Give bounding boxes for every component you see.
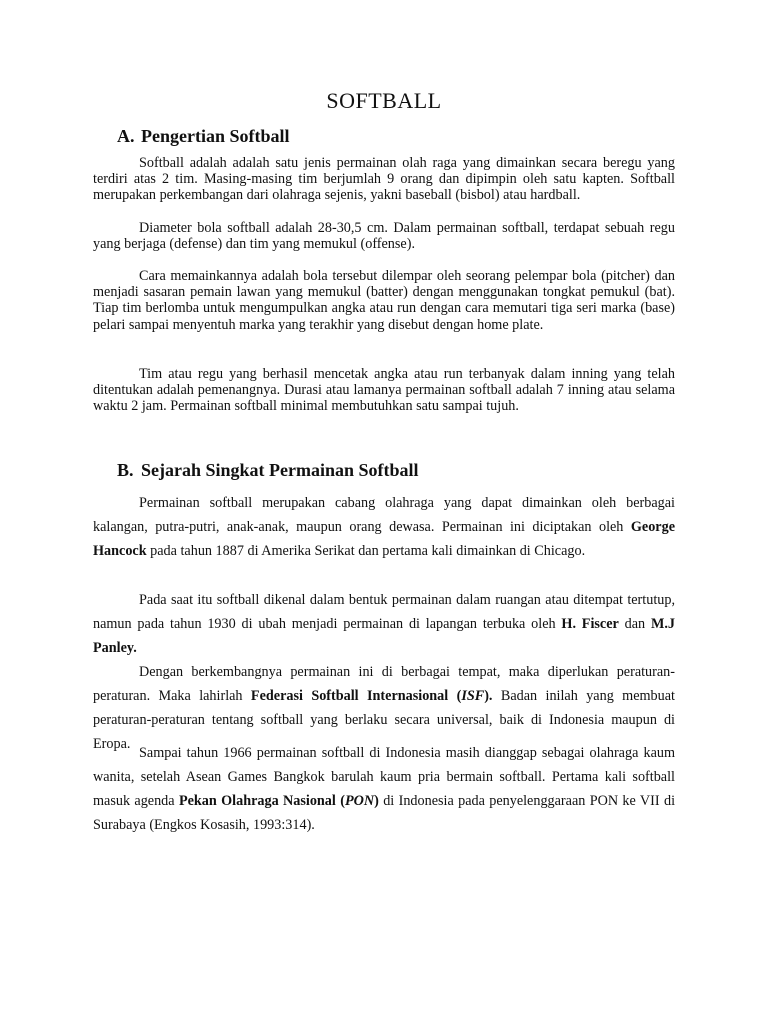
paragraph-text [93, 741, 675, 837]
document-title: SOFTBALL [326, 88, 442, 113]
organization-name-bold [251, 688, 493, 704]
section-a-heading-text: Pengertian Softball [141, 126, 290, 146]
acronym-italic: PON [344, 793, 375, 809]
paragraph-text: Cara memainkannya adalah bola tersebut dilempar oleh seorang pelempar bola (pitcher) dan menjadi sasaran pemain lawan yang memukul (batter) dengan menggunakan tongkat pemukul (bat). Tiap tim berlomba untuk mengumpulkan angka atau run dengan cara memutari tiga seri marka (base) pelari sampai menyentuh marka yang terakhir yang disebut dengan home plate. [93, 268, 675, 333]
text-run: dan [618, 616, 651, 632]
section-b-paragraph-1 [93, 491, 675, 563]
paragraph-text: Softball adalah adalah satu jenis permainan olah raga yang dimainkan secara beregu yang terdiri atas 2 tim. Masing-masing tim berjumlah 9 orang dan dipimpin oleh satu kapten. Softball merupakan perkembangan dari olahraga sejenis, yakni baseball (bisbol) atau hardball. [93, 155, 675, 204]
text-run: Pekan Olahraga Nasional ( [178, 793, 345, 809]
section-b-heading [117, 460, 419, 481]
person-name-bold: George Hancock [93, 519, 675, 559]
section-b-heading-text: Sejarah Singkat Permainan Softball [141, 460, 419, 480]
text-run: Badan inilah yang membuat peraturan-peraturan tentang softball yang berlaku secara universal, baik di Indonesia maupun di Eropa. [93, 688, 675, 752]
text-run: ) [374, 793, 379, 809]
paragraph-text [93, 588, 675, 660]
section-b-number: B. [117, 460, 134, 480]
section-a-heading [117, 126, 290, 147]
section-a-paragraph-3 [93, 268, 675, 333]
event-name-bold [179, 793, 379, 809]
section-b-paragraph-4 [93, 741, 675, 837]
text-run: ). [484, 688, 493, 704]
section-b-paragraph-2 [93, 588, 675, 660]
paragraph-text: Diameter bola softball adalah 28-30,5 cm. Dalam permainan softball, terdapat sebuah regu yang berjaga (defense) dan tim yang memukul (offense). [93, 220, 675, 253]
section-a-paragraph-4 [93, 366, 675, 415]
person-name-bold: H. Fiscer [561, 616, 619, 632]
text-run: Sampai tahun 1966 permainan softball di Indonesia masih dianggap sebagai olahraga kaum wanita, setelah Asean Games Bangkok barulah kaum pria bermain softball. Pertama kali softball masuk agenda [93, 745, 675, 809]
text-run: Permainan softball merupakan cabang olahraga yang dapat dimainkan oleh berbagai kalangan, putra-putri, anak-anak, maupun orang dewasa. Permainan ini diciptakan oleh [93, 495, 675, 535]
paragraph-text: Tim atau regu yang berhasil mencetak angka atau run terbanyak dalam inning yang telah ditentukan adalah pemenangnya. Durasi atau lamanya permainan softball adalah 7 inning atau selama waktu 2 jam. Permainan softball minimal membutuhkan satu sampai tujuh. [93, 366, 675, 415]
text-run: Federasi Softball Internasional ( [250, 688, 462, 704]
section-a-paragraph-2 [93, 220, 675, 252]
person-name-bold: M.J Panley. [93, 616, 675, 656]
text-run: di Indonesia pada penyelenggaraan PON ke VII di Surabaya (Engkos Kosasih, 1993:314). [93, 793, 676, 833]
section-a-number: A. [117, 126, 135, 146]
section-a-paragraph-1 [93, 155, 675, 204]
text-run: Dengan berkembangnya permainan ini di berbagai tempat, maka diperlukan peraturan-peraturan. Maka lahirlah [93, 664, 675, 704]
text-run: pada tahun 1887 di Amerika Serikat dan pertama kali dimainkan di Chicago. [146, 543, 586, 559]
paragraph-text [93, 491, 675, 563]
acronym-italic: ISF [461, 688, 485, 704]
text-run: Pada saat itu softball dikenal dalam bentuk permainan dalam ruangan atau ditempat tertutup, namun pada tahun 1930 di ubah menjadi permainan di lapangan terbuka oleh [93, 592, 675, 632]
